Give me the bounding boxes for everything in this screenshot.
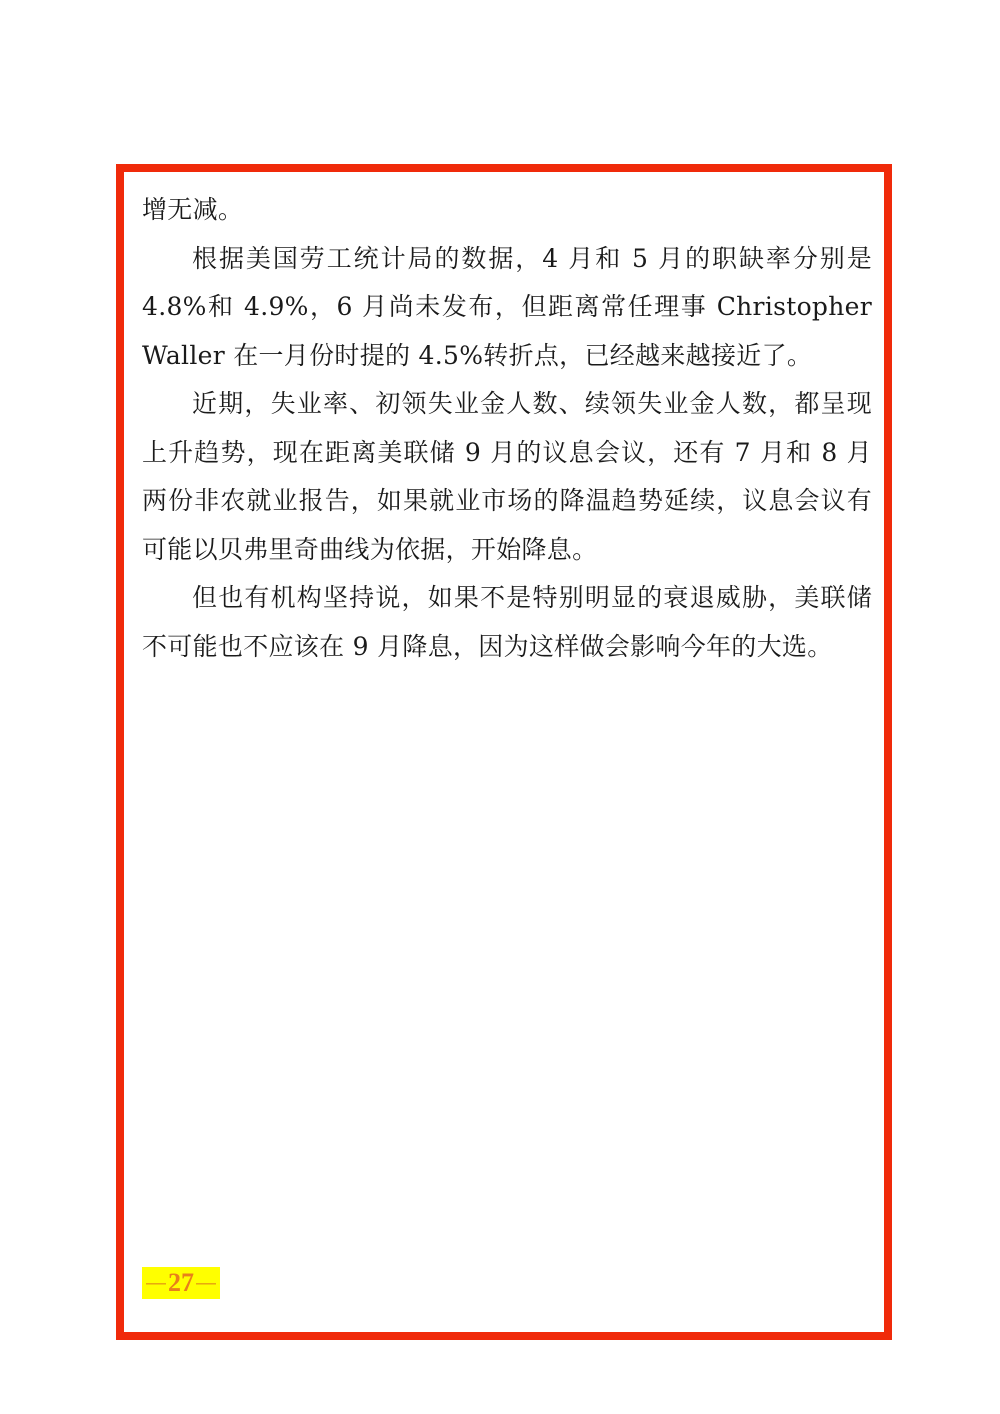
- paragraph-continuation: 增无减。: [142, 195, 244, 224]
- body-text: [142, 186, 872, 671]
- paragraph-job-openings: 根据美国劳工统计局的数据，4 月和 5 月的职缺率分别是 4.8%和 4.9%，6 月尚未发布，但距离常任理事 Christopher Waller 在一月份时提的 4.5%转折点，已经越来越接近了。: [142, 243, 872, 370]
- page-number: 27: [168, 1268, 194, 1297]
- page-border-frame: [116, 164, 892, 1340]
- page-number-left-dash: —: [146, 1272, 166, 1294]
- page-number-badge: [142, 1267, 220, 1299]
- paragraph-unemployment-trend: 近期，失业率、初领失业金人数、续领失业金人数，都呈现上升趋势，现在距离美联储 9 月的议息会议，还有 7 月和 8 月两份非农就业报告，如果就业市场的降温趋势延续，议息会议有可能以贝弗里奇曲线为依据，开始降息。: [142, 389, 872, 564]
- page-number-right-dash: —: [196, 1272, 216, 1294]
- paragraph-institution-view: 但也有机构坚持说，如果不是特别明显的衰退威胁，美联储不可能也不应该在 9 月降息，因为这样做会影响今年的大选。: [142, 583, 872, 661]
